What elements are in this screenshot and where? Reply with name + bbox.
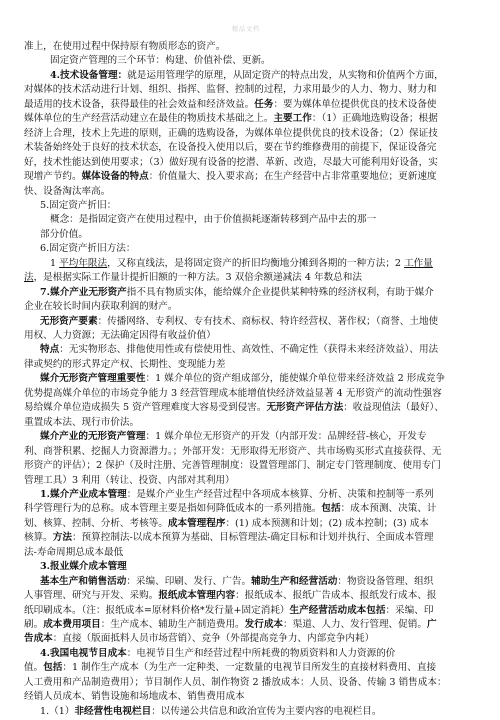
text-run: ：1 媒介单位的资产组成部分，能使媒介单位带来经济效益 2 形成竞争 <box>145 373 446 385</box>
bold-term: 主要工作 <box>273 113 312 125</box>
text-run: 核算。 <box>24 532 53 544</box>
text-run: 1.（1） <box>40 705 75 717</box>
text-run: ：要为媒体单位提供优良的技术设备使 <box>273 98 437 110</box>
text-run: 重置成本法、现行市价法。 <box>24 416 140 428</box>
text-run: 纸印刷成本。（注：报纸成本=原材料价格*发行量+固定消耗） <box>24 604 290 616</box>
text-run: 5.固定资产折旧： <box>40 199 117 211</box>
bold-term: 包括 <box>321 503 341 515</box>
bold-term: 4.我国电视节目成本 <box>40 647 127 659</box>
text-run: ：报纸成本、报纸广告成本、报纸发行成本、报 <box>235 590 437 602</box>
text-run: ：（1）正确地选购设备；根据 <box>311 113 438 125</box>
bold-term: 方法 <box>52 532 72 544</box>
watermark: 精品文档 <box>232 26 261 33</box>
text-run: 6.固定资产折旧方法： <box>40 243 136 255</box>
text-run: 值。 <box>24 662 44 674</box>
text-run: 术装备始终处于良好的技术状态，在设备投入使用以后，要在节约维修费用的前提下，保证设备完 <box>24 142 437 154</box>
text-run: 利、商誉积累、挖掘人力资源潜力。；外部开发：无形取得无形资产、共市场购买形式直接获得、无 <box>24 445 442 457</box>
underlined-term: 平均年限法 <box>59 257 108 269</box>
bold-term: 1.媒介产业成本管理 <box>40 488 127 500</box>
text-run: 最适用的技术设备，获得最佳的社会效益和经济效益。 <box>24 98 255 110</box>
text-run: ：直接（版面抵料人员市场营销）、竞争（外部提高竞争力、内部竞争内耗） <box>52 633 375 645</box>
text-run: 划、核算、控制、分析、考核等。 <box>24 517 168 529</box>
text-run: 刷。 <box>24 619 44 630</box>
text-run: 优势提高媒介单位的市场竞争能力 3 经营管理成本能增值快经济效益显著 4 无形资产的流动性强容 <box>24 387 442 399</box>
bold-term: 包括 <box>43 662 63 674</box>
bold-term: 告成本 <box>24 633 53 645</box>
text-run: 易给媒介单位造成损失 5 资产管理难度大容易受到侵害。 <box>24 402 267 414</box>
text-run: 现增产节约。 <box>24 171 82 183</box>
bold-term: 任务 <box>254 98 274 110</box>
text-run: ，又称直线法，是将固定资产的折旧均衡地分摊到各期的一种方法；2 <box>107 257 405 269</box>
text-run: ：1 制作生产成本（为生产一定种类、一定数量的电视节目所发生的直接材料费用、直接 <box>62 662 437 674</box>
text-run: 科学管理行为的总称。成本管理主要是指如何降低成本的一系列措施。 <box>24 503 322 515</box>
text-run: 1 <box>50 257 60 269</box>
bold-term: 媒介产业的无形资产管理 <box>40 431 146 443</box>
text-run: 固定资产管理的三个环节：构建、价值补偿、更新。 <box>50 55 271 67</box>
text-run: ：收益现值法（最好）、 <box>343 402 444 414</box>
text-run: 就是运用管理学的原理，从固定资产的特点出发，从实物和价值两个方面， <box>127 69 444 81</box>
underlined-term: 法 <box>24 272 34 284</box>
text-run: 法-寿命周期总成本最低 <box>24 546 124 558</box>
text-run: 管理工具）3 利用（转让、投资、内部对其利用） <box>24 474 235 486</box>
text-run: ：采编、印刷、发行、广告。 <box>126 575 252 587</box>
text-run: ：无实物形态、排他使用性或有偿使用性、高效性、不确定性（获得未来经济效益）、用法 <box>59 344 439 356</box>
bold-term: 非经营性电视栏目 <box>74 705 152 717</box>
text-run: ，是根据实际工作量计提折旧额的一种方法。3 双倍余额递减法 4 年数总和法 <box>33 272 362 284</box>
text-run: 形资产的评估）；2 保护（及时注册、完善管理制度：设置管理部门、制定专门管理制度、使用专门 <box>24 460 441 472</box>
text-run: ：是媒介产业生产经营过程中各项成本核算、分析、决策和控制等一系列 <box>126 488 434 500</box>
text-run: ：渠道、人力、发行管理、促销。 <box>283 619 427 630</box>
text-run: 用权、人力资源；无法确定因得有收益价值） <box>24 330 216 341</box>
text-run: 概念：是指固定资产在使用过程中，由于价值损耗逐渐转移到产品中去的那一 <box>50 214 377 226</box>
text-run: ：物资设备管理、组织 <box>337 575 434 587</box>
text-run: ：预算控制法-以成本预算为基础、目标管理法-确定目标和计划并执行、全面成本管理 <box>71 532 434 544</box>
text-run: 快、设备淘汰率高。 <box>24 185 111 197</box>
text-run: 准上，在使用过程中保持原有物质形态的资产。 <box>24 41 226 52</box>
text-run: ：1 媒介单位无形资产的开发（内部开发：品牌经营-核心，开发专 <box>145 431 427 443</box>
text-run: 经济上合理，技术上先进的原则，正确的选购设备，为媒体单位提供优良的技术设备；（2）保证技 <box>24 127 438 139</box>
text-run: ：生产成本、辅助生产制造费用。 <box>100 619 245 630</box>
text-run: ：采编、印 <box>385 604 434 616</box>
text-run: 律或契约的形式界定产权、长期性、变现能力差 <box>24 358 226 370</box>
text-run: 媒体单位的生产经营活动建立在最佳的物质技术基础之上。 <box>24 113 274 125</box>
bold-term: 无形资产要素 <box>40 315 98 327</box>
bold-term: 报纸成本管理内容 <box>158 590 236 602</box>
bold-term: 生产经营活动成本包括 <box>289 604 386 616</box>
text-run: 好，技术性能达到使用要求；（3）做好现有设备的挖潜、革新、改造，尽最大可能利用好设备，实 <box>24 156 438 168</box>
bold-term: 成本费用项目 <box>43 619 101 630</box>
bold-term: 3.报业媒介成本管理 <box>40 561 127 573</box>
bold-term: 4.技术设备管理： <box>50 69 128 81</box>
text-run: ：传播网络、专利权、专有技术、商标权、特许经营权、著作权；（商誉、土地使 <box>97 315 439 327</box>
bold-term: 媒体设备的特点 <box>81 171 149 183</box>
bold-term: 成本管理程序 <box>167 517 226 529</box>
text-run: 指不具有物质实体，能给媒介企业提供某种特殊的经济权利，有助于媒介 <box>126 286 434 298</box>
bold-term: 无形资产评估方法 <box>266 402 344 414</box>
bold-term: 媒介无形资产管理重要性 <box>40 373 146 385</box>
text-run: ：价值量大、投入要求高；在生产经营中占非常重要地位；更新速度 <box>148 171 437 183</box>
text-run: 人事管理、研究与开发、采购。 <box>24 590 159 602</box>
text-run: 企业在较长时间内获取利润的财产。 <box>24 301 178 313</box>
text-line <box>50 211 376 228</box>
text-run: ：成本预测、决策、计 <box>340 503 437 515</box>
bold-term: 发行成本 <box>244 619 284 630</box>
bold-term: 广 <box>426 619 437 630</box>
bold-term: 辅助生产和经营活动 <box>251 575 338 587</box>
text-run: 人工费用和产品制造费用）；节目制作人员、制作物资 2 播放成本：人员、设备、传输 3 销售成本： <box>24 676 447 688</box>
text-line <box>40 703 381 720</box>
text-run: 对媒体的技术活动进行计划、组织、指挥、监督、控制的过程，力求用最少的人力、物力、财力和 <box>24 84 437 96</box>
bold-term: 特点 <box>40 344 60 356</box>
underlined-term: 工作量 <box>404 257 433 269</box>
text-run: ：电视节目生产和经营过程中所耗费的物质资料和人力资源的价 <box>126 647 396 659</box>
text-run: ：(1) 成本预测和计划；(2) 成本控制；(3) 成本 <box>225 517 429 529</box>
bold-term: 7.媒介产业无形资产 <box>40 286 127 298</box>
text-run: 部分价值。 <box>40 228 88 240</box>
text-run: 经销人员成本、销售设施和场地成本、销售费用成本 <box>24 691 245 703</box>
text-run: ：以传递公共信息和政治宣传为主要内容的电视栏目。 <box>151 705 382 717</box>
bold-term: 基本生产和销售活动 <box>40 575 127 587</box>
